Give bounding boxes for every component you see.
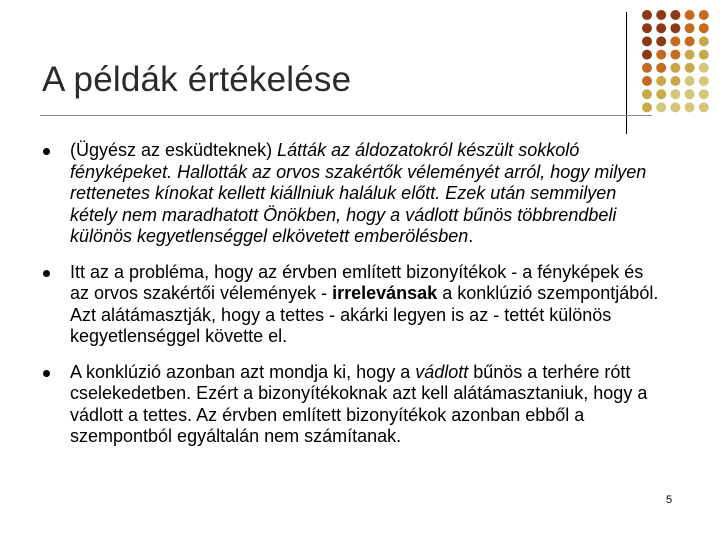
decorative-dot (685, 89, 695, 99)
decorative-dot (670, 50, 680, 60)
decorative-dot (670, 76, 680, 86)
decorative-dot (656, 50, 666, 60)
decorative-dot (685, 76, 695, 86)
decorative-dot-grid (641, 9, 713, 117)
decorative-dot (642, 63, 652, 73)
page-number: 5 (666, 494, 673, 506)
bullet-dot-icon (43, 270, 50, 277)
bullet-list (43, 140, 663, 462)
bullet-1-suffix: . (468, 226, 474, 246)
bullet-2-before: Itt az a probléma, hogy az érvben említett bizonyítékok - a fényképek és az orvos szakértői vélemények - (70, 261, 644, 303)
bullet-3-before: A konklúzió azonban azt mondja ki, hogy a (70, 361, 416, 382)
decorative-dot (642, 23, 652, 33)
bullet-3-italic: vádlott (415, 361, 469, 382)
decorative-dot (699, 76, 709, 86)
decorative-dot (699, 10, 709, 20)
decorative-dot (642, 10, 652, 20)
decorative-dot (699, 50, 709, 60)
decorative-dot (699, 63, 709, 73)
bullet-2-bold: irrelevánsak (332, 283, 438, 303)
bullet-2-after: a konklúzió szempontjából. Azt alátámasztják, hogy a tettes - akárki legyen is az - tettét különös kegyetlenséggel követte el. (70, 283, 659, 346)
decorative-dot (642, 89, 652, 99)
decorative-dot (656, 76, 666, 86)
decorative-dot (656, 89, 666, 99)
bullet-3-after: bűnös a terhére rótt cselekedetben. Ezért a bizonyítékoknak azt kell alátámasztaniuk, hogy a vádlott a tettes. Az érvben említett bizonyítékok azonban ebből a szempontból egyáltalán nem számítanak. (70, 361, 648, 446)
decorative-dot (670, 63, 680, 73)
decorative-dot (656, 102, 666, 112)
bullet-dot-icon (43, 370, 50, 377)
slide-title: A példák értékelése (42, 60, 352, 99)
decorative-dot (699, 23, 709, 33)
decorative-dot (642, 76, 652, 86)
decorative-dot (685, 50, 695, 60)
decorative-dot (656, 10, 666, 20)
bullet-item-1 (43, 140, 663, 248)
bullet-1-quote: Látták az áldozatokról készült sokkoló fényképeket. Hallották az orvos szakértők véleményét arról, hogy milyen rettenetes kínokat kellett kiállniuk haláluk előtt. Ezek után semmilyen kétely nem maradhatott Önökben, hogy a vádlott bűnös többrendbeli különös kegyetlenséggel elkövetett emberölésben (70, 140, 647, 246)
decorative-dot (699, 89, 709, 99)
decorative-dot (642, 102, 652, 112)
decorative-dot (670, 36, 680, 46)
decorative-dot (656, 23, 666, 33)
decorative-dot (699, 36, 709, 46)
bullet-item-2 (43, 262, 663, 348)
bullet-item-3 (43, 362, 663, 448)
bullet-1-prefix: (Ügyész az esküdteknek) (70, 140, 278, 160)
bullet-dot-icon (43, 148, 50, 155)
decorative-dot (670, 102, 680, 112)
decorative-dot (685, 23, 695, 33)
decorative-dot (685, 36, 695, 46)
decorative-dot (685, 102, 695, 112)
decorative-dot (670, 10, 680, 20)
decorative-dot (685, 10, 695, 20)
decorative-dot (685, 63, 695, 73)
decorative-dot (642, 50, 652, 60)
decorative-dot (642, 36, 652, 46)
decorative-dot (656, 36, 666, 46)
decorative-dot (699, 102, 709, 112)
decorative-dot (656, 63, 666, 73)
decorative-dot (670, 89, 680, 99)
title-underline (40, 115, 652, 116)
decorative-dot (670, 23, 680, 33)
